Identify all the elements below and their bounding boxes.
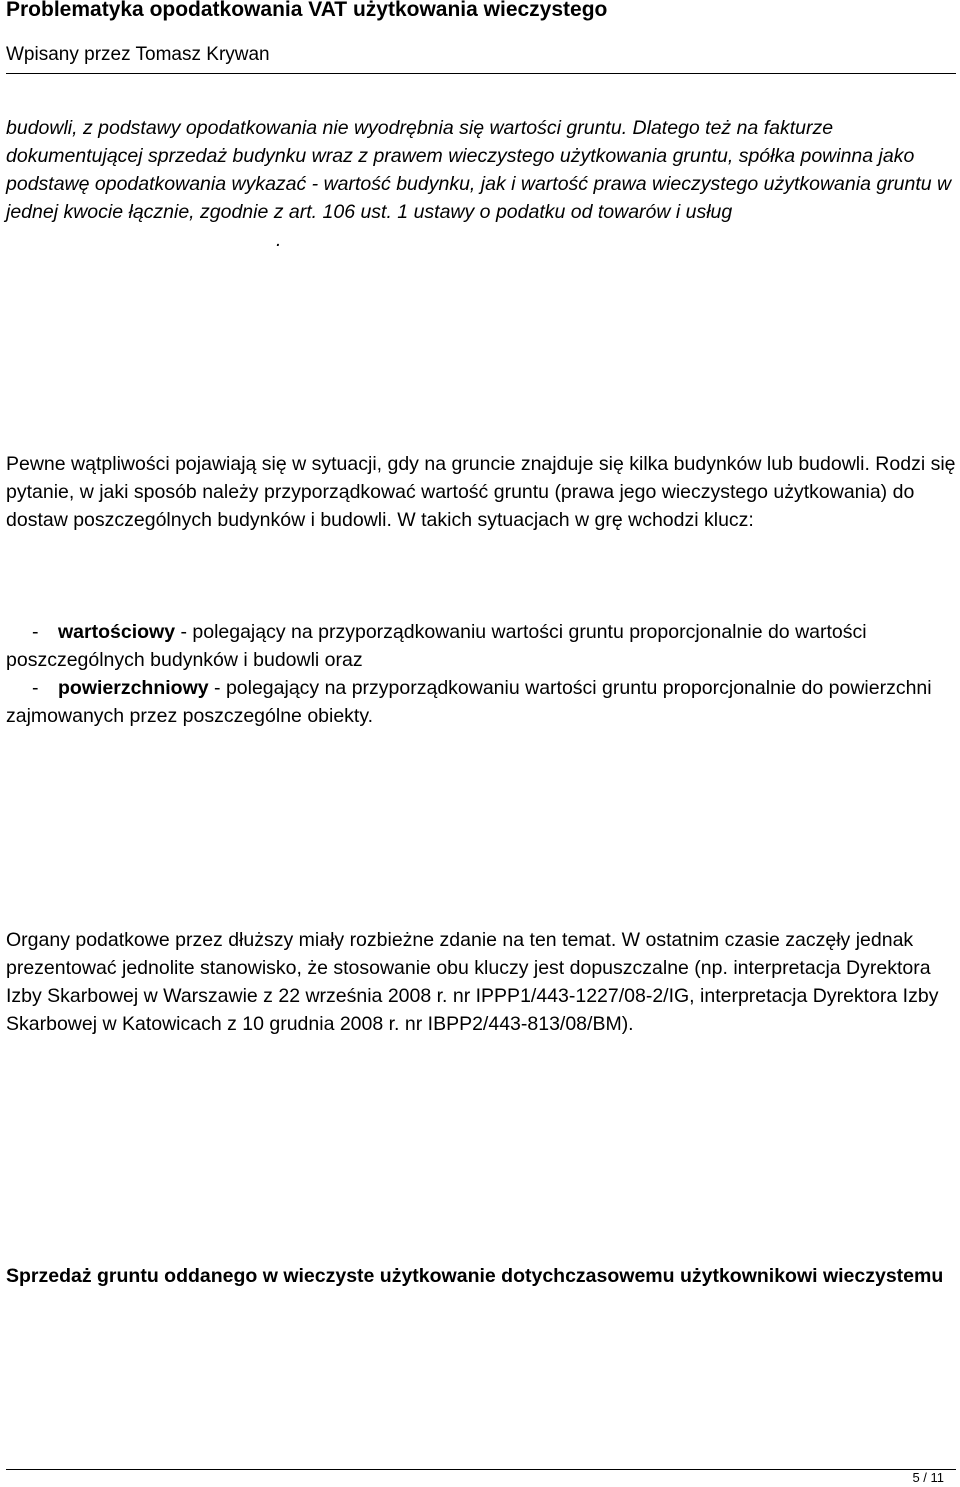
italic-quote-text: budowli, z podstawy opodatkowania nie wyodrębnia się wartości gruntu. Dlatego też na fakturze dokumentującej sprzedaż budynku wraz z prawem wieczystego użytkowania gruntu, spółka powinna jako podstawę opodatkowania wykazać - wartość budynku, jak i wartość prawa wieczystego użytkowania gruntu w jednej kwocie łącznie, zgodnie z art. 106 ust. 1 ustawy o podatku od towarów i usług [6, 117, 952, 223]
key-description: - polegający na przyporządkowaniu wartości gruntu proporcjonalnie do wartości poszczególnych budynków i budowli oraz [6, 621, 867, 671]
key-term: powierzchniowy [58, 677, 209, 699]
author-line: Wpisany przez Tomasz Krywan [6, 44, 270, 65]
section-heading: Sprzedaż gruntu oddanego w wieczyste użytkowanie dotychczasowemu użytkownikowi wieczystemu [6, 1265, 944, 1287]
page-number: 5 / 11 [912, 1470, 944, 1485]
italic-quote-end: . [276, 229, 282, 251]
organs-paragraph: Organy podatkowe przez dłuższy miały rozbieżne zdanie na ten temat. W ostatnim czasie zaczęły jednak prezentować jednolite stanowisko, że stosowanie obu kluczy jest dopuszczalne (np. interpretacja Dyrektora Izby Skarbowej w Warszawie z 22 września 2008 r. nr IPPP1/443-1227/08-2/IG, interpretacja Dyrektora Izby Skarbowej w Katowicach z 10 grudnia 2008 r. nr IBPP2/443-813/08/BM). [6, 929, 939, 1035]
footer-divider [6, 1469, 956, 1470]
list-dash: - [32, 621, 39, 643]
italic-quote-paragraph [6, 114, 958, 254]
key-item-area [6, 674, 956, 730]
header-divider [6, 73, 956, 74]
key-item-value [6, 618, 956, 674]
list-dash: - [32, 677, 39, 699]
key-list [6, 618, 956, 730]
key-term: wartościowy [58, 621, 176, 643]
doubts-paragraph: Pewne wątpliwości pojawiają się w sytuacji, gdy na gruncie znajduje się kilka budynków lub budowli. Rodzi się pytanie, w jaki sposób należy przyporządkować wartość gruntu (prawa jego wieczystego użytkowania) do dostaw poszczególnych budynków i budowli. W takich sytuacjach w grę wchodzi klucz: [6, 453, 956, 531]
document-title: Problematyka opodatkowania VAT użytkowania wieczystego [6, 0, 608, 21]
key-description: - polegający na przyporządkowaniu wartości gruntu proporcjonalnie do powierzchni zajmowanych przez poszczególne obiekty. [6, 677, 932, 727]
